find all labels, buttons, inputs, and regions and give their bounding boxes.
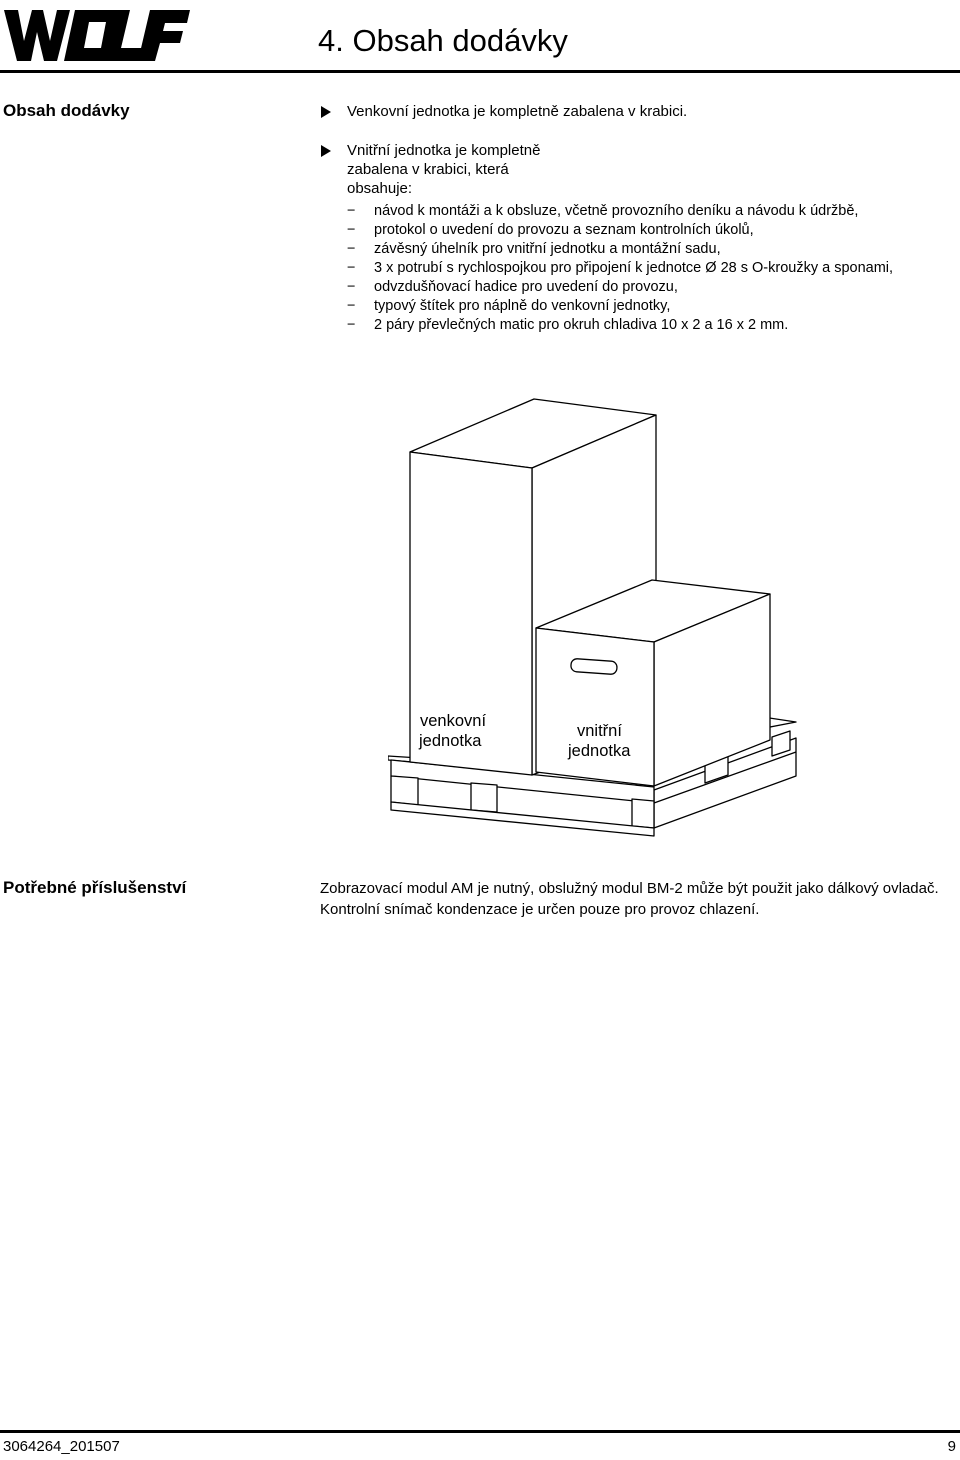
accessories-text: Zobrazovací modul AM je nutný, obslužný modul BM-2 může být použit jako dálkový ovladač. Kontrolní snímač kondenzace je určen pouze pro provoz chlazení. [320, 880, 939, 918]
bullet-text: Venkovní jednotka je kompletně zabalena v krabici. [347, 103, 688, 120]
handle-slot-icon [571, 658, 618, 674]
chapter-title: 4. Obsah dodávky [318, 23, 568, 58]
outdoor-unit-label: venkovní [420, 712, 487, 730]
section-label-delivery: Obsah dodávky [3, 101, 130, 120]
triangle-bullet-icon [321, 145, 331, 157]
list-item: − odvzdušňovací hadice pro uvedení do provozu, [347, 279, 678, 295]
list-item: − 3 x potrubí s rychlospojkou pro připojení k jednotce Ø 28 s O-kroužky a sponami, [347, 260, 894, 276]
list-item: − 2 páry převlečných matic pro okruh chladiva 10 x 2 a 16 x 2 mm. [347, 317, 789, 333]
list-item: − protokol o uvedení do provozu a seznam kontrolních úkolů, [347, 222, 754, 238]
delivery-item-list [347, 202, 957, 335]
footer-divider [0, 1430, 960, 1433]
list-item: − závěsný úhelník pro vnitřní jednotku a montážní sadu, [347, 241, 721, 257]
triangle-bullet-icon [321, 106, 331, 118]
page-number: 9 [947, 1438, 956, 1455]
packaging-illustration [388, 397, 798, 837]
indoor-box-front [536, 628, 654, 786]
pallet-block-right [632, 799, 654, 828]
list-item: − návod k montáži a k obsluze, včetně provozního deníku a návodu k údržbě, [347, 203, 859, 219]
bullet-outdoor-unit [321, 102, 951, 121]
pallet-block-left [391, 776, 418, 805]
document-number: 3064264_201507 [3, 1438, 120, 1455]
list-item: − typový štítek pro náplně do venkovní jednotky, [347, 298, 671, 314]
section-label-accessories: Potřebné příslušenství [3, 878, 187, 897]
header-divider [0, 70, 960, 73]
wolf-logo [4, 5, 190, 63]
indoor-unit-label: vnitřní [577, 722, 622, 740]
pallet-bottom-board [391, 802, 654, 836]
bullet-indoor-unit [321, 141, 951, 198]
bullet-text: Vnitřní jednotka je kompletně zabalena v krabici, která obsahuje: [347, 142, 541, 197]
indoor-unit-label: jednotka [568, 742, 631, 760]
outdoor-unit-label: jednotka [419, 732, 482, 750]
pallet-block-middle [471, 783, 497, 812]
